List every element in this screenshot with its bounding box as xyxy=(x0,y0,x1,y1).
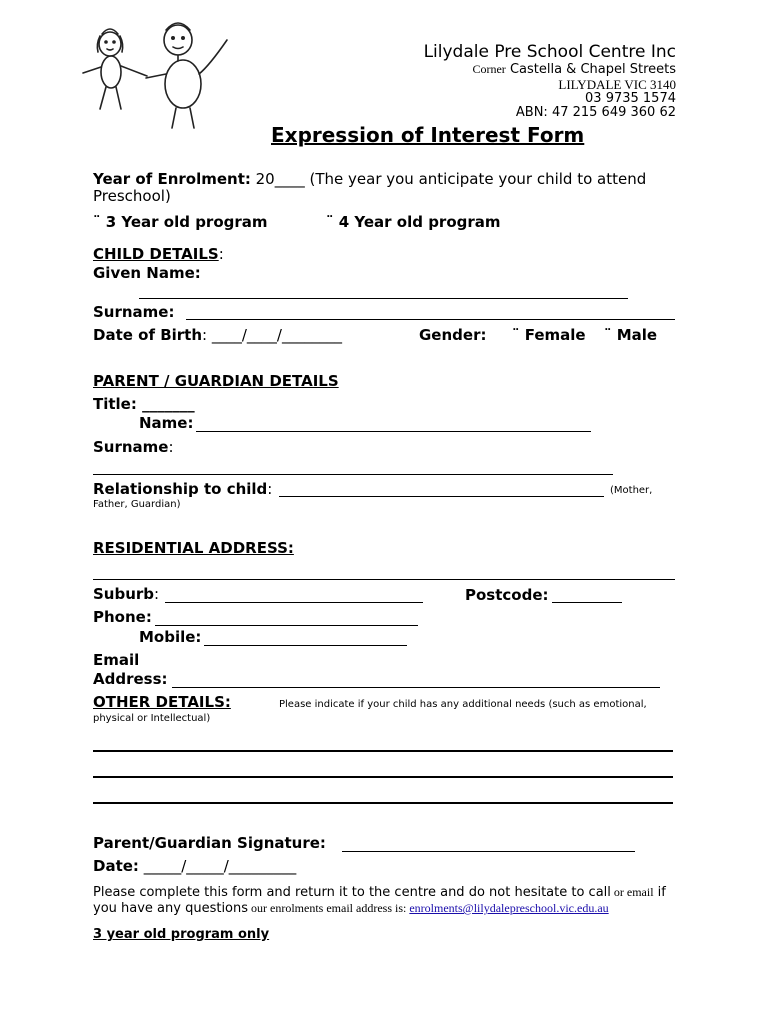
postcode-field[interactable] xyxy=(552,602,622,603)
child-given-name-label: Given Name: xyxy=(93,264,201,282)
relationship-label: Relationship to child: xyxy=(93,480,273,498)
child-gender-label: Gender: xyxy=(419,326,487,344)
child-surname-field[interactable] xyxy=(186,319,675,320)
street-address-field[interactable] xyxy=(93,579,675,580)
parent-details-heading: PARENT / GUARDIAN DETAILS xyxy=(93,372,339,390)
suburb-field[interactable] xyxy=(165,602,423,603)
parent-name-label: Name: xyxy=(139,414,194,432)
date-field[interactable]: Date: _____/_____/_________ xyxy=(93,857,297,875)
four-year-program-checkbox[interactable]: ¨ 4 Year old program xyxy=(326,213,501,231)
phone-field[interactable] xyxy=(155,625,418,626)
footer-instructions: Please complete this form and return it to the centre and do not hesitate to call or email if xyxy=(93,885,666,900)
gender-female-checkbox[interactable]: ¨ Female xyxy=(512,326,586,344)
year-of-enrolment-cont: Preschool) xyxy=(93,187,171,205)
parent-surname-field[interactable] xyxy=(93,474,613,475)
form-title: Expression of Interest Form xyxy=(271,123,585,147)
signature-label: Parent/Guardian Signature: xyxy=(93,834,326,852)
email-address-field[interactable] xyxy=(172,687,660,688)
mobile-label: Mobile: xyxy=(139,628,202,646)
other-details-line-2[interactable] xyxy=(93,776,673,778)
email-label: Email xyxy=(93,651,140,669)
child-details-heading: CHILD DETAILS: xyxy=(93,245,224,263)
parent-title-field[interactable]: Title: _______ xyxy=(93,395,195,413)
phone-number: 03 9735 1574 xyxy=(585,91,676,106)
postcode-label: Postcode: xyxy=(465,586,549,604)
relationship-hint: (Mother, xyxy=(610,485,653,496)
mobile-field[interactable] xyxy=(204,645,407,646)
three-year-program-note: 3 year old program only xyxy=(93,927,270,942)
children-drawing-logo xyxy=(78,22,236,132)
email-address-label: Address: xyxy=(93,670,168,688)
signature-field[interactable] xyxy=(342,851,635,852)
year-of-enrolment: Year of Enrolment: 20____ (The year you anticipate your child to attend xyxy=(93,170,647,188)
suburb-label: Suburb: xyxy=(93,585,160,603)
abn-number: ABN: 47 215 649 360 62 xyxy=(515,105,676,120)
other-details-line-1[interactable] xyxy=(93,750,673,752)
gender-male-checkbox[interactable]: ¨ Male xyxy=(604,326,658,344)
footer-email-line: you have any questions our enrolments email address is: enrolments@lilydalepreschool.vic.edu.au xyxy=(93,901,609,916)
organisation-name: Lilydale Pre School Centre Inc xyxy=(423,42,676,62)
other-details-hint-cont: physical or Intellectual) xyxy=(93,713,211,724)
address-city: LILYDALE VIC 3140 xyxy=(558,77,676,92)
parent-surname-label: Surname: xyxy=(93,438,174,456)
residential-address-heading: RESIDENTIAL ADDRESS: xyxy=(93,539,294,557)
other-details-line-3[interactable] xyxy=(93,802,673,804)
other-details-heading: OTHER DETAILS: xyxy=(93,693,231,711)
child-given-name-field[interactable] xyxy=(139,298,628,299)
parent-name-field[interactable] xyxy=(196,431,591,432)
relationship-field[interactable] xyxy=(279,496,604,497)
relationship-hint-cont: Father, Guardian) xyxy=(93,499,181,510)
child-dob-field[interactable]: Date of Birth: ____/____/________ xyxy=(93,326,342,344)
address-street: Corner Castella & Chapel Streets xyxy=(472,62,676,77)
three-year-program-checkbox[interactable]: ¨ 3 Year old program xyxy=(93,213,268,231)
enrolments-email-link[interactable]: enrolments@lilydalepreschool.vic.edu.au xyxy=(409,901,609,915)
other-details-hint: Please indicate if your child has any additional needs (such as emotional, xyxy=(279,699,647,710)
phone-label: Phone: xyxy=(93,608,152,626)
child-surname-label: Surname: xyxy=(93,303,175,321)
